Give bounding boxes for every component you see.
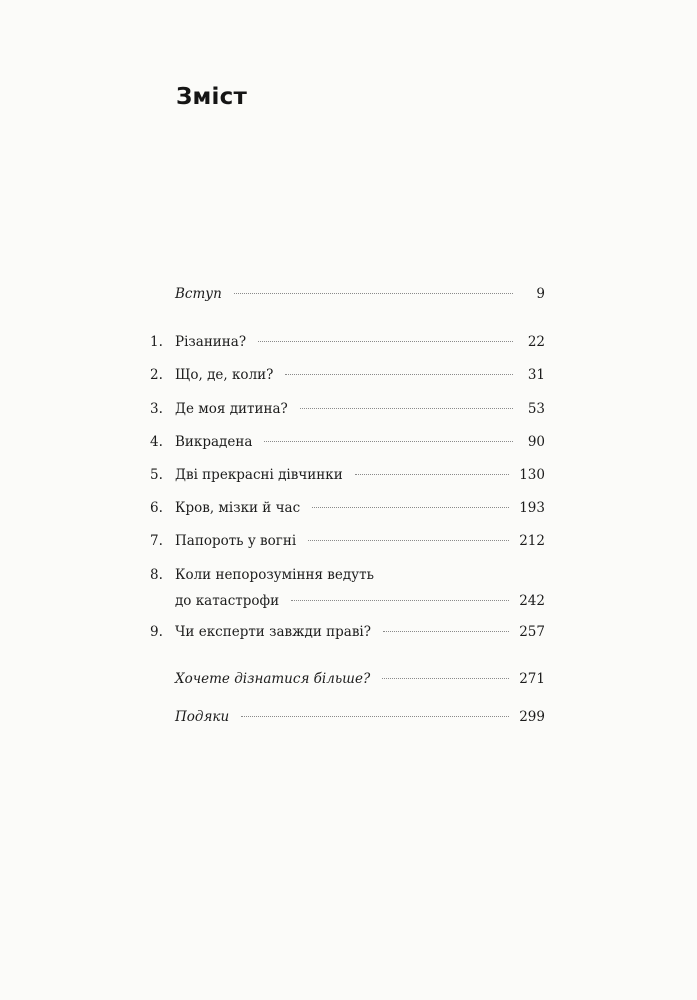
toc-entry-1 <box>150 332 545 352</box>
dot-leader <box>382 678 509 679</box>
toc-entry-label: Де моя дитина? <box>175 401 288 417</box>
dot-leader <box>300 408 513 409</box>
toc-entry-6 <box>150 498 545 518</box>
toc-entry-page: 31 <box>527 367 545 383</box>
toc-entry-page: 193 <box>519 500 545 516</box>
toc-entry-label: Вступ <box>175 286 222 302</box>
toc-entry-label-continued: до катастрофи <box>175 593 280 609</box>
toc-entry-label: Викрадена <box>175 434 253 450</box>
toc-entry-label: Кров, мізки й час <box>175 500 301 516</box>
toc-entry-page: 299 <box>519 709 545 725</box>
toc-entry-label: Папороть у вогні <box>175 533 297 549</box>
toc-entry-page: 130 <box>519 467 545 483</box>
toc-entry-5 <box>150 465 545 485</box>
toc-entry-8 <box>150 565 545 611</box>
toc-entry-further-reading <box>150 669 545 689</box>
toc-entry-acknowledgements <box>150 707 545 727</box>
toc-entry-page: 9 <box>536 286 545 302</box>
toc-entry-number: 2. <box>150 367 163 383</box>
toc-entry-number: 6. <box>150 500 163 516</box>
toc-entry-number: 3. <box>150 401 163 417</box>
toc-entry-label: Дві прекрасні дівчинки <box>175 467 343 483</box>
toc-entry-page: 242 <box>519 593 545 609</box>
toc-entry-number: 8. <box>150 567 163 583</box>
dot-leader <box>291 600 509 601</box>
dot-leader <box>355 474 510 475</box>
toc-entry-number: 7. <box>150 533 163 549</box>
toc-entry-page: 53 <box>527 401 545 417</box>
dot-leader <box>383 631 509 632</box>
dot-leader <box>258 341 513 342</box>
toc-entry-number: 4. <box>150 434 163 450</box>
dot-leader <box>234 293 513 294</box>
toc-entry-label: Що, де, коли? <box>175 367 274 383</box>
toc-entry-9 <box>150 622 545 642</box>
page-title: Зміст <box>176 84 247 110</box>
toc-entry-label: Різанина? <box>175 334 247 350</box>
toc-entry-number: 5. <box>150 467 163 483</box>
toc-entry-3 <box>150 399 545 419</box>
dot-leader <box>264 441 513 442</box>
dot-leader <box>312 507 509 508</box>
dot-leader <box>241 716 509 717</box>
toc-entry-number: 9. <box>150 624 163 640</box>
toc-entry-page: 90 <box>527 434 545 450</box>
toc-entry-2 <box>150 365 545 385</box>
toc-entry-intro <box>150 284 545 304</box>
dot-leader <box>308 540 509 541</box>
toc-entry-label: Подяки <box>175 709 230 725</box>
toc-entry-7 <box>150 531 545 551</box>
dot-leader <box>285 374 513 375</box>
toc-entry-label: Хочете дізнатися більше? <box>175 671 371 687</box>
toc-entry-label: Чи експерти завжди праві? <box>175 624 371 640</box>
toc-entry-4 <box>150 432 545 452</box>
toc-entry-number: 1. <box>150 334 163 350</box>
toc-entry-page: 257 <box>519 624 545 640</box>
toc-entry-page: 212 <box>519 533 545 549</box>
toc-entry-label: Коли непорозуміння ведуть <box>175 567 374 583</box>
toc-entry-page: 271 <box>519 671 545 687</box>
toc-entry-page: 22 <box>527 334 545 350</box>
